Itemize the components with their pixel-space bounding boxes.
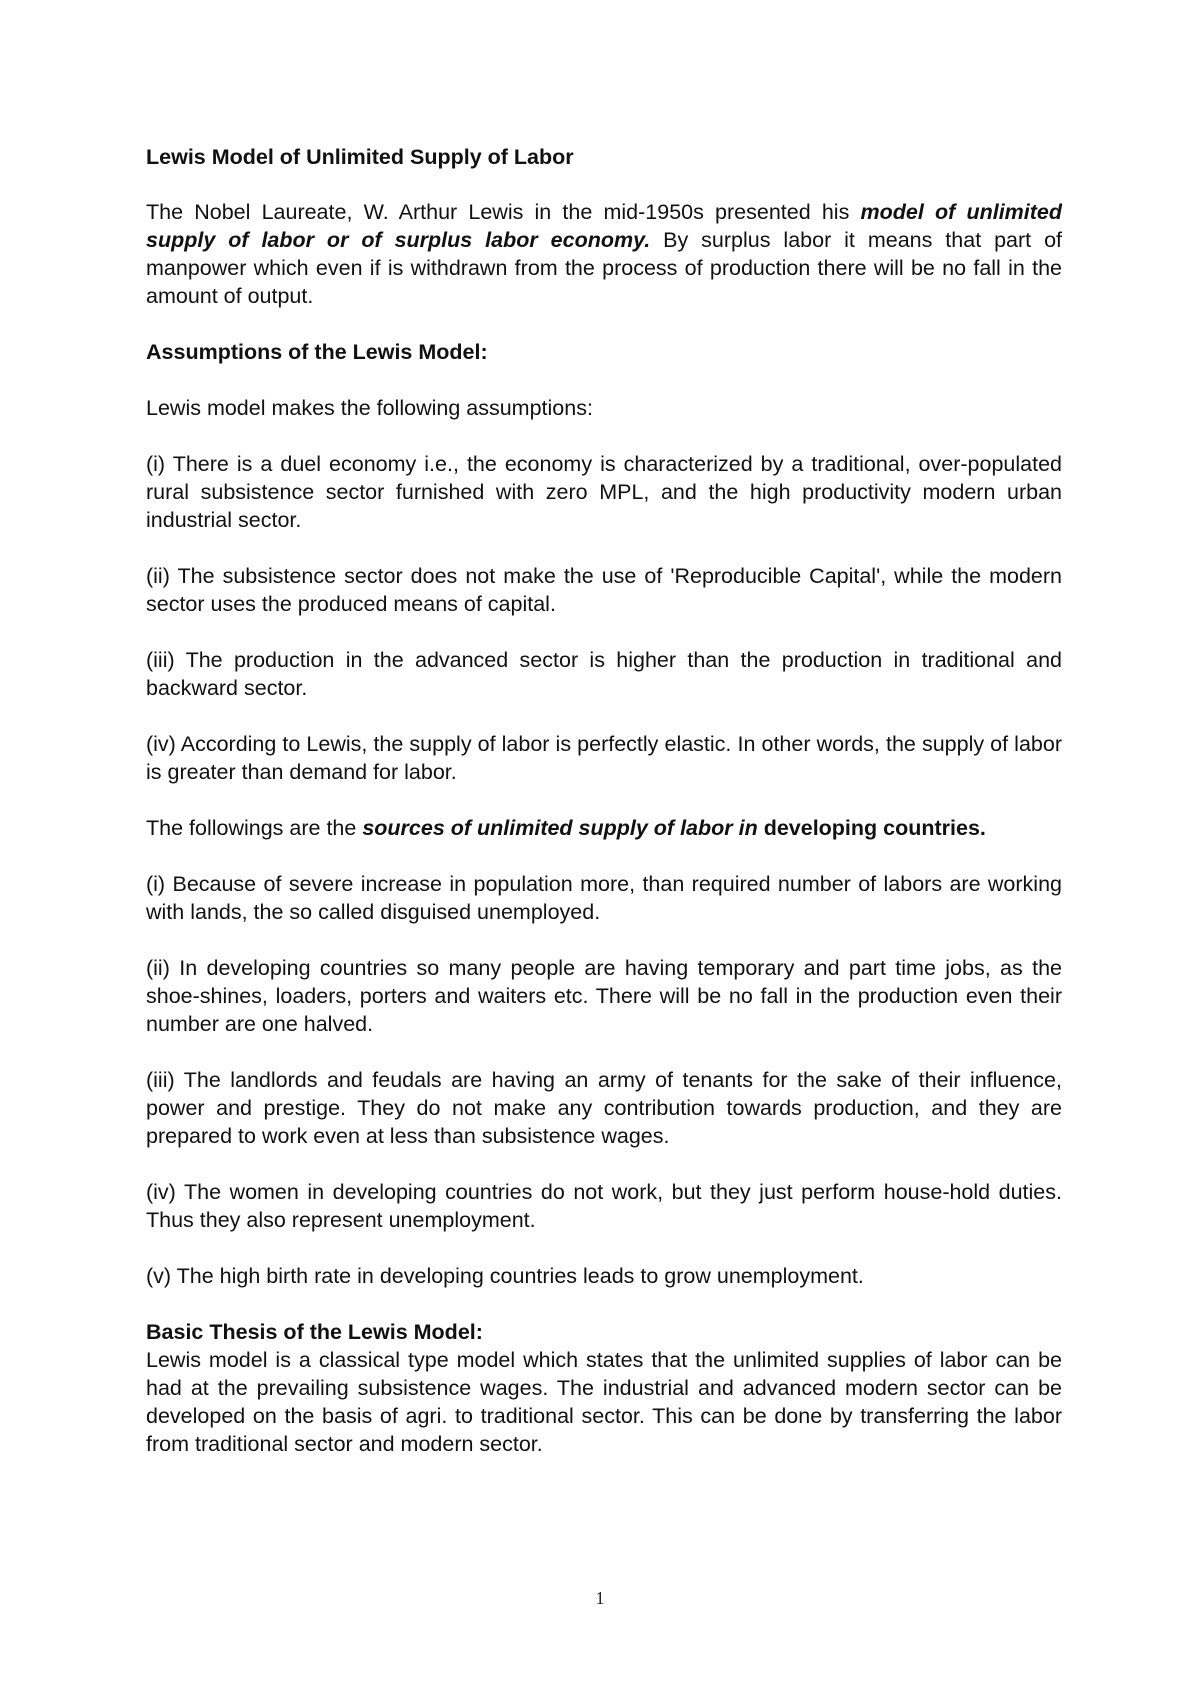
- assumption-item-4: (iv) According to Lewis, the supply of labor is perfectly elastic. In other words, the supply of labor is greater than demand for labor.: [146, 732, 1062, 784]
- intro-rest: By surplus labor it means that part of manpower which even if is withdrawn from the process of production there will be no fall in the amount of output.: [146, 228, 1062, 308]
- source-item-5: (v) The high birth rate in developing countries leads to grow unemployment.: [146, 1264, 864, 1288]
- sources-lead: The followings are the: [146, 816, 363, 840]
- assumptions-heading: Assumptions of the Lewis Model:: [146, 340, 488, 364]
- document-title: Lewis Model of Unlimited Supply of Labor: [146, 145, 574, 169]
- sources-intro: [146, 814, 1062, 842]
- thesis-body: Lewis model is a classical type model which states that the unlimited supplies of labor can be had at the prevailing subsistence wages. The industrial and advanced modern sector can be developed on the basis of agri. to traditional sector. This can be done by transferring the labor from traditional sector and modern sector.: [146, 1348, 1062, 1456]
- thesis-heading: Basic Thesis of the Lewis Model:: [146, 1320, 483, 1344]
- assumption-item-3: (iii) The production in the advanced sector is higher than the production in traditional and backward sector.: [146, 648, 1062, 700]
- sources-emphasis: sources of unlimited supply of labor in: [362, 816, 758, 840]
- assumption-item-2: (ii) The subsistence sector does not make the use of 'Reproducible Capital', while the modern sector uses the produced means of capital.: [146, 564, 1062, 616]
- document-page: [146, 143, 1062, 1486]
- source-item-4: (iv) The women in developing countries do not work, but they just perform house-hold duties. Thus they also represent unemployment.: [146, 1180, 1062, 1232]
- assumptions-lead-in: Lewis model makes the following assumptions:: [146, 396, 593, 420]
- source-item-2: (ii) In developing countries so many people are having temporary and part time jobs, as the shoe-shines, loaders, porters and waiters etc. There will be no fall in the production even their number are one halved.: [146, 956, 1062, 1036]
- intro-emphasis: model of unlimited supply of labor or of surplus labor economy.: [146, 200, 1063, 252]
- page-number: 1: [595, 1588, 605, 1608]
- intro-lead: The Nobel Laureate, W. Arthur Lewis in the mid-1950s presented his: [146, 200, 861, 224]
- intro-paragraph: [146, 198, 1062, 310]
- source-item-3: (iii) The landlords and feudals are having an army of tenants for the sake of their influence, power and prestige. They do not make any contribution towards production, and they are prepared to work even at less than subsistence wages.: [146, 1068, 1062, 1148]
- assumption-item-1: (i) There is a duel economy i.e., the economy is characterized by a traditional, over-populated rural subsistence sector furnished with zero MPL, and the high productivity modern urban industrial sector.: [146, 452, 1062, 532]
- sources-bold-tail: developing countries.: [757, 816, 986, 840]
- source-item-1: (i) Because of severe increase in population more, than required number of labors are working with lands, the so called disguised unemployed.: [146, 872, 1062, 924]
